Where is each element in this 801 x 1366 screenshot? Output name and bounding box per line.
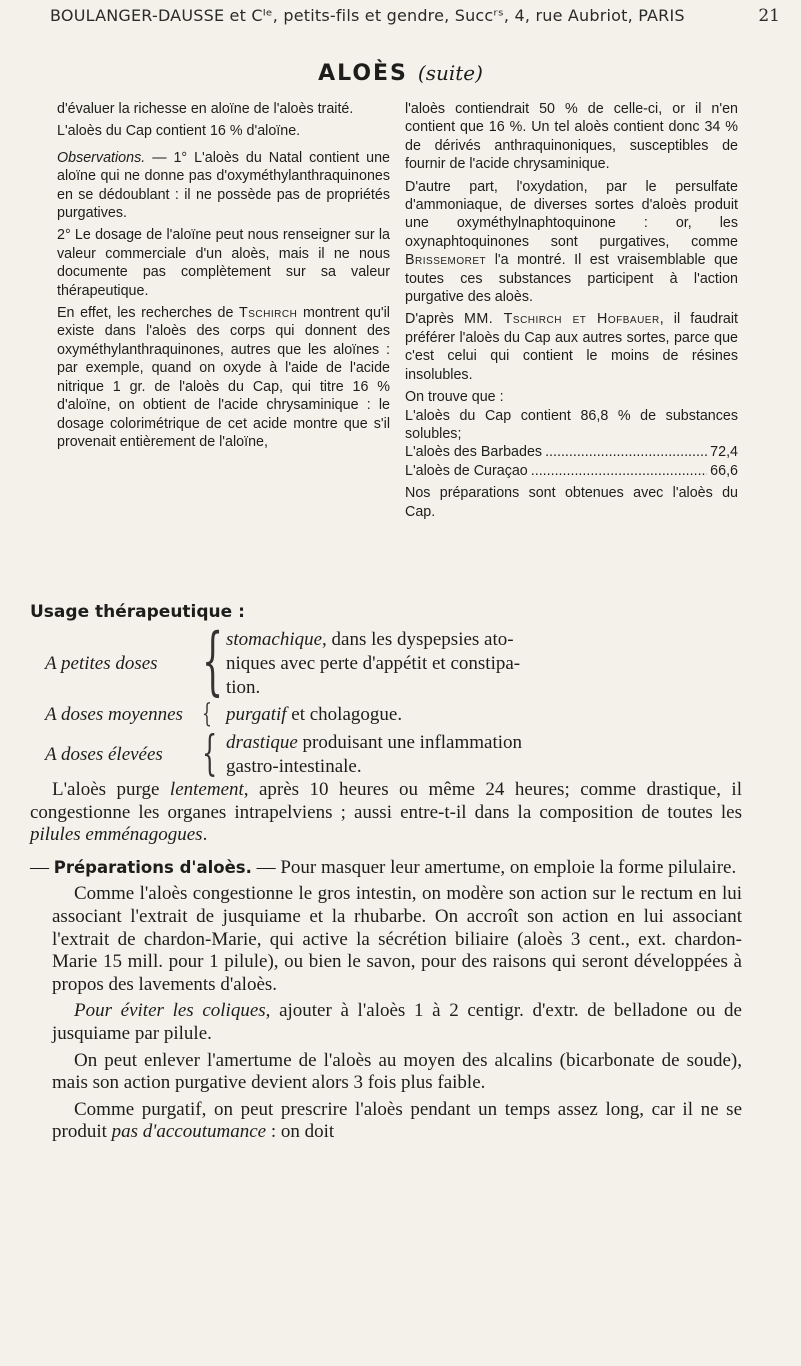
body-paragraph: On peut enlever l'amertume de l'aloès au moyen des alcalins (bicarbonate de soude), mais son action purgative devient alors 3 fois plus faible.: [52, 1049, 742, 1094]
left-paragraph: L'aloès du Cap contient 16 % d'aloïne.: [57, 123, 301, 140]
page-number: 21: [758, 6, 780, 26]
body-text-run: — Pour masquer leur amertume, on emploie la forme pilulaire.: [251, 856, 737, 878]
title-main: ALOÈS: [318, 61, 408, 86]
right-paragraph: L'aloès du Cap contient 86,8 % de substances solubles;: [405, 407, 738, 442]
dose-text: [226, 731, 522, 754]
body-text-run: Comme purgatif, on peut prescrire l'aloès pendant un temps assez long, car il ne se produit: [52, 1098, 742, 1143]
observations-label: Observations.: [57, 149, 146, 166]
right-paragraph: Nos préparations sont obtenues avec l'aloès du Cap.: [405, 485, 738, 520]
observations-text: — 1° L'aloès du Natal contient une aloïne qui ne donne pas d'oxyméthylanthraquinones en se dédoublant : il ne possède pas de propriétés purgatives.: [57, 149, 390, 222]
dose-text: [226, 628, 514, 651]
body-text-run: L'aloès purge: [52, 779, 170, 800]
body-text-run: : on doit: [266, 1121, 335, 1143]
dose-effect: purgatif: [226, 704, 287, 725]
body-paragraph: [30, 1000, 742, 1045]
usage-heading: Usage thérapeutique :: [30, 602, 245, 622]
header-publisher: BOULANGER-DAUSSE et Cᴵᵉ, petits-fils et gendre, Succʳˢ, 4, rue Aubriot, PARIS: [50, 6, 685, 25]
brace-icon: {: [202, 618, 224, 704]
running-header: [50, 2, 780, 30]
left-text: En effet, les recherches de: [57, 305, 234, 322]
body-text-run: , ajouter à l'aloès 1 à 2 centigr. d'extr. de belladone ou de jusquiame par pilule.: [52, 1000, 742, 1044]
right-text: D'après: [405, 311, 454, 328]
dose-moyennes: [0, 699, 801, 729]
list-item-value: 66,6: [710, 462, 738, 479]
right-paragraph: l'aloès contiendrait 50 % de celle-ci, or il n'en contient que 16 %. Un tel aloès contient donc 34 % de dérivés anthraquinoniques, susceptibles de fournir de l'acide chrysaminique.: [405, 101, 738, 173]
dose-line: gastro-intestinale.: [226, 756, 362, 777]
preparations-dash: —: [30, 856, 54, 878]
list-item-value: 72,4: [710, 444, 738, 461]
dose-effect: drastique: [226, 732, 298, 753]
body-paragraph: [30, 779, 742, 847]
right-text: D'autre part, l'oxydation, par le persulfate d'ammoniaque, de diverses sortes d'aloès produit une oxyméthylnaphtoquinone : or, les oxynaphtoquinones sont purgatives, comme: [405, 178, 738, 250]
dose-label: A doses moyennes: [45, 704, 183, 725]
preparations-heading: Préparations d'aloès.: [53, 857, 252, 877]
dose-text: [226, 703, 402, 726]
author-name: Tschirch: [239, 305, 298, 322]
left-paragraph: d'évaluer la richesse en aloïne de l'aloès traité.: [57, 101, 354, 117]
page-title: [0, 61, 801, 86]
dose-petites: [0, 618, 801, 704]
body-emphasis: Pour éviter les coliques: [74, 1000, 266, 1022]
dot-leader: [531, 462, 707, 480]
right-paragraph: [405, 310, 738, 384]
body-text-run: , après 10 heures ou même 24 heures; comme drastique, il congestionne les organes intrapelviens ; aussi entre-t-il dans la composition de toutes les: [30, 779, 742, 823]
brace-icon: {: [202, 699, 212, 729]
body-emphasis: lentement: [169, 779, 244, 800]
dose-elevees: [0, 725, 801, 781]
right-paragraph: [405, 178, 738, 307]
dose-effect: stomachique: [226, 629, 323, 650]
dose-line: tion.: [226, 677, 261, 698]
author-name: MM. Tschirch et Hofbauer: [463, 311, 660, 328]
left-paragraph: [57, 304, 390, 451]
list-item: [405, 462, 738, 480]
preparations-paragraph: [30, 857, 742, 880]
left-paragraph: 2° Le dosage de l'aloïne peut nous renseigner sur la valeur commerciale d'un aloès, mais il ne nous documente pas complètement sur sa valeur thérapeutique.: [57, 227, 390, 299]
body-paragraph: [30, 1099, 742, 1144]
right-paragraph: On trouve que :: [405, 389, 504, 406]
body-emphasis: pilules emménagogues: [30, 824, 203, 846]
body-paragraph: Comme l'aloès congestionne le gros intestin, on modère son action sur le rectum en lui associant l'extrait de jusquiame et la rhubarbe. On accroît son action en lui associant l'extrait de chardon-Marie, qui active la sécrétion biliaire (aloès 3 cent., ext. chardon-Marie 15 mill. pour 1 pilule), ou bien le savon, pour des raisons qui seront développées à propos des lavements d'aloès.: [52, 883, 742, 995]
dose-label: A petites doses: [45, 653, 158, 674]
right-text: , il faudrait préférer l'aloès du Cap aux autres sortes, parce que c'est celui qui contient le moins de résines insolubles.: [405, 311, 738, 383]
brace-icon: {: [202, 725, 218, 781]
list-item-label: L'aloès des Barbades: [405, 444, 543, 461]
left-column: [57, 100, 390, 455]
dose-line: et cholagogue.: [286, 704, 403, 725]
body-emphasis: pas d'accoutumance: [111, 1121, 267, 1143]
left-text: montrent qu'il existe dans l'aloès des corps qui donnent des oxyméthylanthraquinones, autres que les aloïnes : par exemple, quand on oxyde à l'aide de l'acide nitrique 1 gr. de l'aloès du Cap, qui titre 16 % d'aloïne, on obtient de l'acide chrysaminique : le dosage colorimétrique de cet acide montre que s'il provenait entièrement de l'aloïne,: [57, 305, 390, 450]
dot-leader: [545, 443, 707, 461]
right-column: [405, 100, 738, 525]
observations-paragraph: [57, 149, 390, 223]
dose-line: produisant une inflammation: [297, 732, 523, 753]
title-suffix: (suite): [417, 61, 483, 85]
body-text: [30, 779, 742, 1144]
author-name: Brissemoret: [405, 252, 487, 269]
body-text-run: .: [202, 824, 208, 846]
dose-line: niques avec perte d'appétit et constipa-: [226, 653, 521, 674]
dose-label: A doses élevées: [45, 744, 163, 765]
dose-line: , dans les dyspepsies ato-: [322, 629, 514, 650]
list-item-label: L'aloès de Curaçao: [405, 462, 528, 479]
right-text: l'a montré. Il est vraisemblable que toutes ces substances participent à l'action purgative des aloès.: [405, 252, 738, 306]
list-item: [405, 443, 738, 461]
